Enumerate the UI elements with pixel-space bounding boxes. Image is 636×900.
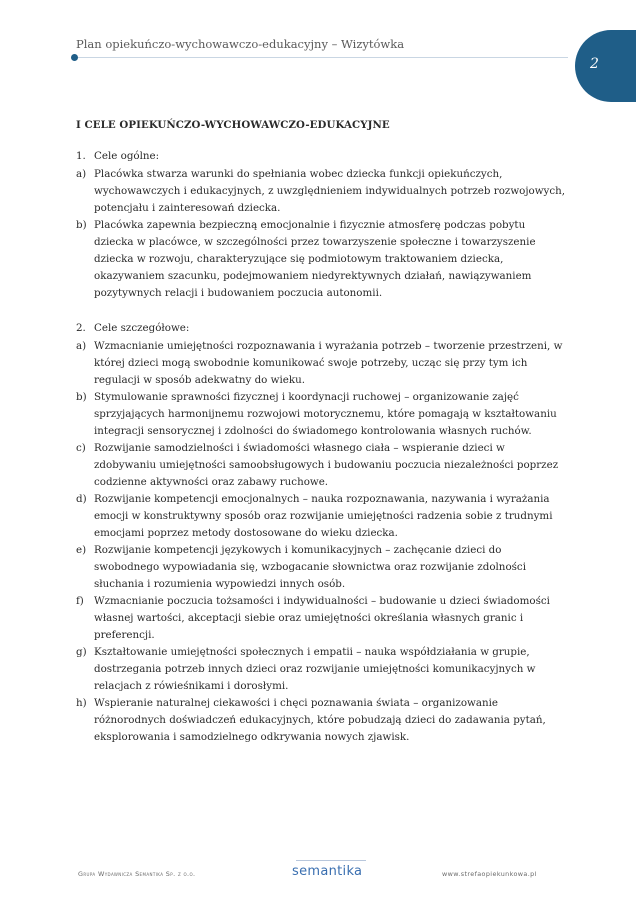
list-item-label: d) (76, 493, 87, 505)
list-item-text: Wzmacnianie umiejętności rozpoznawania i wyrażania potrzeb – tworzenie przestrzeni, w której dzieci mogą swobodnie komunikować swoje potrzeby, ucząc się przy tym ich regulacji w sposób adekwatny do wieku. (94, 340, 563, 386)
list-item-label: g) (76, 646, 87, 658)
list-item (76, 217, 566, 302)
group-title (76, 320, 566, 337)
list-item-text: Rozwijanie kompetencji językowych i komunikacyjnych – zachęcanie dzieci do swobodnego wypowiadania się, wzbogacanie słownictwa oraz rozwijanie zdolności słuchania i rozumienia wypowiedzi innych osób. (94, 544, 526, 590)
list-item-label: f) (76, 595, 84, 607)
goal-groups (76, 148, 566, 746)
group-spacer (76, 302, 566, 320)
group-title-text: Cele ogólne: (94, 150, 160, 162)
list-item (76, 166, 566, 217)
list-item-text: Rozwijanie kompetencji emocjonalnych – nauka rozpoznawania, nazywania i wyrażania emocji w konstruktywny sposób oraz rozwijanie umiejętności radzenia sobie z trudnymi emocjami poprzez metody dostosowane do wieku dziecka. (94, 493, 553, 539)
list-item-label: c) (76, 442, 86, 454)
footer-website: www.strefaopiekunkowa.pl (442, 870, 537, 878)
group-number: 2. (76, 322, 86, 334)
list-item (76, 440, 566, 491)
list-item-label: b) (76, 219, 87, 231)
group-title (76, 148, 566, 165)
goal-group (76, 148, 566, 302)
list-item-text: Rozwijanie samodzielności i świadomości własnego ciała – wspieranie dzieci w zdobywaniu umiejętności samoobsługowych i budowaniu poczucia niezależności poprzez codzienne aktywności oraz zabawy ruchowe. (94, 442, 559, 488)
running-title: Plan opiekuńczo-wychowawczo-edukacyjny – Wizytówka (76, 37, 405, 51)
list-item-text: Wspieranie naturalnej ciekawości i chęci poznawania świata – organizowanie różnorodnych doświadczeń edukacyjnych, które pobudzają dzieci do zadawania pytań, eksplorowania i samodzielnego odkrywania nowych zjawisk. (94, 697, 546, 743)
group-number: 1. (76, 150, 86, 162)
page-number-tab (575, 30, 636, 102)
list-item-text: Wzmacnianie poczucia tożsamości i indywidualności – budowanie u dzieci świadomości własnej wartości, akceptacji siebie oraz umiejętności określania własnych granic i preferencji. (94, 595, 550, 641)
main-content (76, 117, 566, 746)
list-item-text: Placówka stwarza warunki do spełniania wobec dziecka funkcji opiekuńczych, wychowawczych i edukacyjnych, z uwzględnieniem indywidualnych potrzeb rozwojowych, potencjału i zainteresowań dziecka. (94, 168, 566, 214)
list-item-label: b) (76, 391, 87, 403)
header-rule (76, 57, 568, 58)
list-item (76, 593, 566, 644)
list-item-label: a) (76, 168, 87, 180)
list-item-label: h) (76, 697, 87, 709)
list-item-text: Stymulowanie sprawności fizycznej i koordynacji ruchowej – organizowanie zajęć sprzyjających harmonijnemu rozwojowi motorycznemu, które pomagają w kształtowaniu integracji sensorycznej i zdolności do świadomego kontrolowania własnych ruchów. (94, 391, 557, 437)
list-item-label: a) (76, 340, 87, 352)
page-number: 2 (590, 56, 599, 72)
section-title: I CELE OPIEKUŃCZO-WYCHOWAWCZO-EDUKACYJNE (76, 119, 390, 131)
header-dot (71, 54, 78, 61)
footer-logo-rule (296, 860, 366, 861)
goal-group (76, 320, 566, 746)
list-item (76, 389, 566, 440)
list-item-text: Placówka zapewnia bezpieczną emocjonalnie i fizycznie atmosferę podczas pobytu dziecka w placówce, w szczególności przez towarzyszenie społeczne i towarzyszenie dziecka w rozwoju, charakteryzujące się podmiotowym traktowaniem dziecka, okazywaniem szacunku, podejmowaniem niedyrektywnych działań, nawiązywaniem pozytywnych relacji i budowaniem poczucia autonomii. (94, 219, 536, 299)
list-item (76, 491, 566, 542)
list-item-text: Kształtowanie umiejętności społecznych i empatii – nauka współdziałania w grupie, dostrzegania potrzeb innych dzieci oraz rozwijanie umiejętności komunikacyjnych w relacjach z rówieśnikami i dorosłymi. (94, 646, 536, 692)
group-title-text: Cele szczegółowe: (94, 322, 190, 334)
footer-publisher: Grupa Wydawnicza Semantika Sp. z o.o. (78, 870, 196, 878)
list-item (76, 695, 566, 746)
footer-logo: semantika (292, 864, 363, 879)
list-item (76, 338, 566, 389)
list-item (76, 644, 566, 695)
list-item-label: e) (76, 544, 87, 556)
list-item (76, 542, 566, 593)
